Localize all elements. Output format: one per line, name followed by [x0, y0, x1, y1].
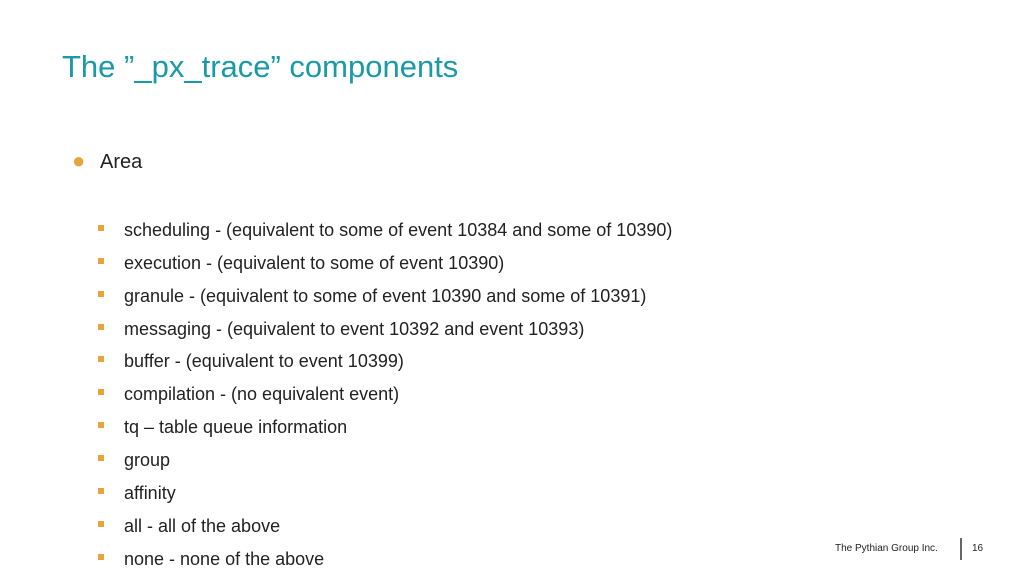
- footer-company: The Pythian Group Inc.: [835, 543, 938, 554]
- square-bullet-icon: [98, 225, 104, 231]
- square-bullet-icon: [98, 488, 104, 494]
- list-item-label: granule - (equivalent to some of event 10390 and some of 10391): [124, 286, 647, 306]
- page-number: 16: [972, 543, 984, 554]
- square-bullet-icon: [98, 554, 104, 560]
- list-item-label: execution - (equivalent to some of event 10390): [124, 253, 505, 273]
- bullet-area-label: Area: [100, 151, 143, 173]
- footer-divider: [960, 538, 962, 560]
- slide-title: The ”_px_trace” components: [62, 49, 459, 84]
- list-item-label: group: [124, 450, 171, 470]
- square-bullet-icon: [98, 389, 104, 395]
- list-item-label: tq – table queue information: [124, 417, 348, 437]
- list-item-label: messaging - (equivalent to event 10392 and event 10393): [124, 319, 585, 339]
- list-item-label: all - all of the above: [124, 516, 281, 536]
- square-bullet-icon: [98, 356, 104, 362]
- list-item-label: scheduling - (equivalent to some of event 10384 and some of 10390): [124, 220, 673, 240]
- square-bullet-icon: [98, 291, 104, 297]
- square-bullet-icon: [98, 422, 104, 428]
- list-item-label: buffer - (equivalent to event 10399): [124, 351, 404, 371]
- square-bullet-icon: [98, 258, 104, 264]
- square-bullet-icon: [98, 455, 104, 461]
- list-item-label: compilation - (no equivalent event): [124, 384, 400, 404]
- square-bullet-icon: [98, 521, 104, 527]
- list-item-label: affinity: [124, 483, 176, 503]
- square-bullet-icon: [98, 324, 104, 330]
- list-item-label: none - none of the above: [124, 549, 325, 569]
- bullet-dot-icon: ●: [72, 148, 86, 173]
